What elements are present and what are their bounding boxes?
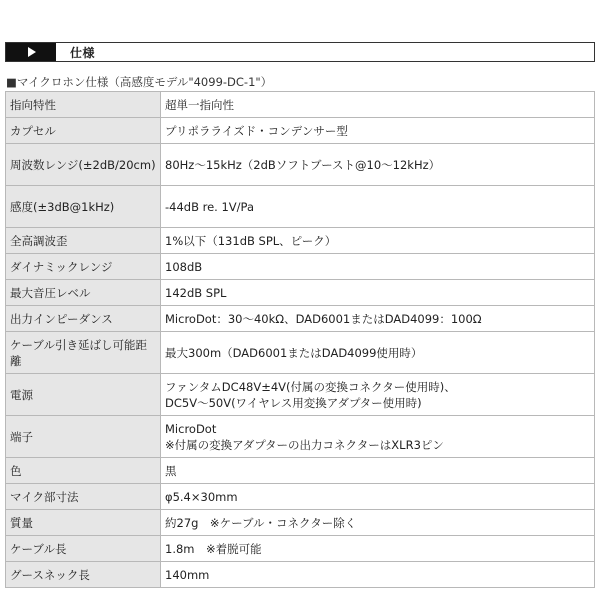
spec-value (161, 458, 595, 484)
spec-row (6, 510, 595, 536)
spec-value (161, 144, 595, 186)
spec-value (161, 374, 595, 416)
spec-value (161, 92, 595, 118)
spec-row (6, 562, 595, 588)
spec-label: 指向特性 (6, 92, 161, 118)
spec-value (161, 510, 595, 536)
spec-value-line: 80Hz〜15kHz（2dBソフトブースト@10〜12kHz） (165, 157, 441, 172)
spec-label: 最大音圧レベル (6, 280, 161, 306)
spec-value-line: ※付属の変換アダプターの出力コネクターはXLR3ピン (165, 437, 444, 452)
play-icon (28, 47, 36, 57)
spec-value-line: DC5V〜50V(ワイヤレス用変換アダプター使用時) (165, 395, 422, 410)
spec-value-line: 140mm (165, 567, 210, 582)
spec-row (6, 306, 595, 332)
spec-row (6, 92, 595, 118)
spec-value-line: 1%以下（131dB SPL、ピーク） (165, 233, 337, 248)
section-header (5, 42, 595, 62)
spec-label: ダイナミックレンジ (6, 254, 161, 280)
spec-label: ケーブル引き延ばし可能距離 (6, 332, 161, 374)
spec-label: マイク部寸法 (6, 484, 161, 510)
spec-row (6, 144, 595, 186)
spec-label: 電源 (6, 374, 161, 416)
spec-value (161, 280, 595, 306)
spec-label: 全高調波歪 (6, 228, 161, 254)
spec-value-line: 黒 (165, 463, 177, 478)
spec-row (6, 374, 595, 416)
spec-value (161, 118, 595, 144)
spec-value (161, 416, 595, 458)
spec-value (161, 186, 595, 228)
spec-value-line: ファンタムDC48V±4V(付属の変換コネクター使用時)、 (165, 379, 456, 394)
spec-value-line: プリポラライズド・コンデンサー型 (165, 123, 348, 138)
spec-value (161, 254, 595, 280)
spec-value-line: MicroDot (165, 421, 217, 436)
spec-value (161, 536, 595, 562)
spec-value-line: φ5.4×30mm (165, 489, 238, 504)
spec-label: ケーブル長 (6, 536, 161, 562)
spec-label: 色 (6, 458, 161, 484)
spec-subtitle: ■マイクロホン仕様（高感度モデル"4099-DC-1"） (6, 75, 273, 89)
spec-label: 質量 (6, 510, 161, 536)
spec-value-line: 約27g ※ケーブル・コネクター除く (165, 515, 357, 530)
spec-value-line: 108dB (165, 259, 203, 274)
spec-row (6, 186, 595, 228)
section-title: 仕様 (70, 45, 96, 60)
header-marker (6, 43, 56, 61)
spec-value-line: -44dB re. 1V/Pa (165, 199, 255, 214)
spec-label: カプセル (6, 118, 161, 144)
spec-value-line: 142dB SPL (165, 285, 227, 300)
spec-row (6, 458, 595, 484)
spec-label: グースネック長 (6, 562, 161, 588)
spec-row (6, 332, 595, 374)
spec-value (161, 484, 595, 510)
spec-value (161, 562, 595, 588)
spec-row (6, 536, 595, 562)
spec-value-line: 1.8m ※着脱可能 (165, 541, 262, 556)
spec-value-line: 超単一指向性 (165, 97, 234, 112)
spec-row (6, 254, 595, 280)
spec-row (6, 416, 595, 458)
spec-label: 感度(±3dB@1kHz) (6, 186, 161, 228)
spec-value (161, 228, 595, 254)
spec-row (6, 118, 595, 144)
spec-label: 周波数レンジ(±2dB/20cm) (6, 144, 161, 186)
spec-table (5, 91, 595, 588)
spec-label: 出力インピーダンス (6, 306, 161, 332)
spec-value-line: MicroDot：30〜40kΩ、DAD6001またはDAD4099：100Ω (165, 311, 482, 326)
spec-label: 端子 (6, 416, 161, 458)
spec-row (6, 484, 595, 510)
spec-value (161, 332, 595, 374)
spec-row (6, 228, 595, 254)
spec-value-line: 最大300m（DAD6001またはDAD4099使用時） (165, 345, 423, 360)
spec-row (6, 280, 595, 306)
spec-value (161, 306, 595, 332)
